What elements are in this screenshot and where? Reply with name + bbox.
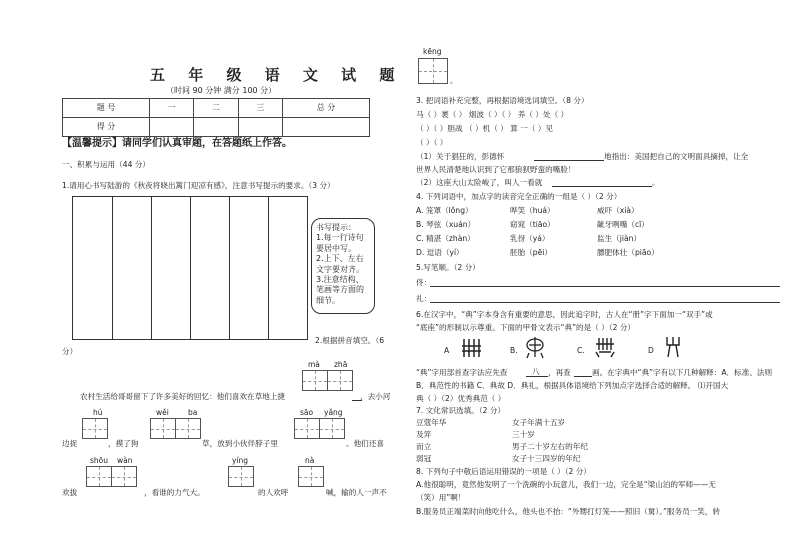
score-cell[interactable] — [149, 118, 193, 137]
exam-subtitle: （时间 90 分钟 满分 100 分） — [166, 86, 277, 95]
tianzige-box[interactable] — [150, 418, 176, 439]
tianzige-box[interactable] — [82, 418, 108, 439]
section-title: 一、积累与运用（44 分） — [62, 160, 151, 169]
q7-term: 豆蔻年华 — [416, 418, 447, 427]
score-cell[interactable] — [283, 118, 370, 137]
q4-option-d: D. 逗语（yí） — [416, 248, 464, 257]
pinyin-label: kēng — [423, 47, 442, 56]
q3-row: （ ）（ ）胆战 （ ）机（ ） 算 一（ ）见 — [416, 124, 554, 133]
passage-line-1: 农村生活给哥哥留下了许多美好的回忆：他们喜欢在草地上捷 — [80, 392, 286, 401]
q4-option-a3: 威吓（xià） — [597, 206, 639, 215]
writing-tips-box — [311, 218, 375, 314]
question-5: 5.写笔顺。（2 分） — [416, 263, 480, 272]
q6-option-label: B. — [510, 346, 518, 355]
question-2: 2.根据拼音填空。（6 — [315, 336, 385, 345]
passage-line-3b: ，看谁的力气大。 — [144, 488, 205, 497]
grid-line — [229, 197, 230, 339]
q4-option-d2: 胚胎（pēi） — [510, 248, 552, 257]
pinyin-label: shōu — [90, 456, 109, 465]
grid-line — [112, 197, 113, 339]
q5-char-b: 礼： — [416, 294, 432, 303]
grid-line — [268, 197, 269, 339]
oracle-glyph-b-icon — [524, 335, 546, 359]
question-6c-mid: ，再查 — [548, 368, 571, 377]
q3-sub2-end: 。 — [652, 178, 660, 187]
q6-radical: 八 — [532, 367, 540, 376]
score-table — [62, 98, 370, 137]
exam-title: 五 年 级 语 文 试 题 — [150, 66, 404, 84]
question-6e: 典（ ）（2）优秀典范（ ） — [416, 394, 506, 403]
question-6: 6.在汉字中，“典”字本身含有重要的意思，因此追字时，古人在“册”字下面加一“双手”或 — [416, 310, 713, 319]
oracle-glyph-d-icon — [663, 335, 683, 359]
tianzige-box[interactable] — [327, 370, 353, 391]
pinyin-label: zhā — [334, 360, 348, 369]
q3-row: 马（ ）裹（ ） 烟波（ ）（ ） 养（ ）处（ ） — [416, 110, 569, 119]
score-cell[interactable] — [194, 118, 238, 137]
passage-line-3c: 的人欢呼 — [258, 488, 289, 497]
q4-option-c: C. 精湛（zhàn） — [416, 234, 475, 243]
q5-char-a: 佟： — [416, 278, 432, 287]
score-header-cell: 二 — [194, 99, 238, 118]
passage-line-3d: 喊，输的人一声不 — [326, 488, 387, 497]
answer-blank[interactable] — [552, 186, 652, 187]
score-header-cell: 题 号 — [63, 99, 150, 118]
q7-meaning: 男子二十岁左右的年纪 — [512, 442, 588, 451]
score-header-cell: 总 分 — [283, 99, 370, 118]
q3-sub2: （2）这座大山太险峻了，叫人一看就 — [416, 178, 543, 187]
question-3: 3. 把词语补充完整，再根据语境选词填空。（8 分） — [416, 96, 589, 105]
q8-option-a-cont: （笑）用”啊！ — [416, 493, 466, 502]
question-6b: “底座”的形制以示尊重。下面的甲骨文表示“典”的是（ ）（2 分） — [416, 323, 636, 332]
passage-line-2c: 草，放到小伙伴脖子里 — [202, 439, 278, 448]
q8-option-a: A.他很聪明，竟然他发明了一个洗碗的小玩意儿，我们一边，完全是“梁山泊的军师——无 — [416, 480, 716, 489]
q7-term: 而立 — [416, 442, 432, 451]
tianzige-box[interactable] — [418, 58, 448, 84]
tianzige-box[interactable] — [228, 466, 254, 487]
tips-item: 1.每一行诗句要居中写。 — [316, 233, 364, 253]
score-cell[interactable] — [238, 118, 282, 137]
question-2-end: 分） — [62, 347, 78, 356]
tips-item: 3.注意结构、笔画等方面的细节。 — [316, 274, 364, 305]
grid-line — [190, 197, 191, 339]
tianzige-box[interactable] — [319, 418, 345, 439]
question-6c: “典”字用部首查字法应先查 — [416, 368, 508, 377]
pinyin-label: yíng — [232, 456, 249, 465]
tips-title: 书写提示： — [316, 223, 356, 232]
q3-sub1: （1）关于猖狂的，彭德怀 — [416, 152, 505, 161]
tianzige-box[interactable] — [302, 370, 328, 391]
pinyin-label: hú — [93, 408, 103, 417]
q3-row: （ ）（ ） — [416, 138, 448, 147]
tianzige-box[interactable] — [175, 418, 201, 439]
keng-end: 。 — [450, 76, 458, 85]
score-table-score-row — [63, 118, 370, 137]
answer-blank[interactable] — [430, 302, 780, 303]
question-1: 1.请用心书写陆游的《秋夜将晓出篱门迎凉有感》，注意书写提示的要求。（3 分） — [62, 181, 335, 190]
passage-line-2a: 边捉 — [62, 439, 78, 448]
q6-option-label: D — [648, 346, 654, 355]
q6-option-label: A — [444, 346, 450, 355]
question-6c-end: 画。在字典中“典”字有以下几种解释：A．标准、法则 — [592, 368, 773, 377]
warm-tip: 【温馨提示】请同学们认真审题，在答题纸上作答。 — [62, 138, 292, 149]
q4-option-c2: 乳伢（yá） — [510, 234, 550, 243]
pinyin-label: nà — [305, 456, 315, 465]
q4-option-b3: 龇牙咧嘴（cī） — [597, 220, 649, 229]
q7-meaning: 女子年满十五岁 — [512, 418, 566, 427]
question-7: 7. 文化常识选填。（2 分） — [416, 406, 506, 415]
tianzige-box[interactable] — [86, 466, 112, 487]
score-header-cell: 三 — [238, 99, 282, 118]
pinyin-label: sāo — [300, 408, 314, 417]
tianzige-box[interactable] — [294, 418, 320, 439]
poem-writing-grid[interactable] — [72, 196, 308, 340]
pinyin-label: wěi — [156, 408, 169, 417]
q4-option-a2: 哗笑（huá） — [510, 206, 555, 215]
passage-line-2d: 。他们还喜 — [346, 439, 384, 448]
q7-term: 及笄 — [416, 430, 432, 439]
q4-option-a: A. 笼罩（lǒng） — [416, 206, 473, 215]
answer-blank[interactable] — [534, 160, 604, 161]
question-8: 8. 下列句子中敬后语运用错误的一项是（ ）（2 分） — [416, 467, 591, 476]
grid-line — [151, 197, 152, 339]
oracle-glyph-c-icon — [593, 336, 617, 358]
q7-term: 弱冠 — [416, 454, 432, 463]
score-table-header-row — [63, 99, 370, 118]
passage-line-2b: ，摸了狗 — [108, 439, 139, 448]
score-header-cell: 一 — [149, 99, 193, 118]
score-row-label: 得 分 — [63, 118, 150, 137]
question-4: 4. 下列词语中，加点字的读音完全正确的一组是（ ）（2 分） — [416, 192, 622, 201]
q4-option-d3: 膘肥体壮（piāo） — [597, 248, 659, 257]
tips-item: 2.上下、左右文字要对齐。 — [316, 254, 364, 274]
q7-meaning: 三十岁 — [512, 430, 535, 439]
q4-option-c3: 监生（jiàn） — [597, 234, 642, 243]
q4-option-b2: 窈窕（tiāo） — [510, 220, 555, 229]
answer-blank[interactable] — [430, 286, 780, 287]
tianzige-box[interactable] — [111, 466, 137, 487]
q3-sub1b: 地指出：美国把自己的文明面具摘掉，让全 — [604, 152, 749, 161]
question-6d: B．典范性的书籍 C．典故 D．典礼，根据具体语境给下列加点字选择合适的解释。 ⑴开国大 — [416, 381, 729, 390]
pinyin-label: mà — [308, 360, 320, 369]
q7-meaning: 女子十三四岁的年纪 — [512, 454, 581, 463]
q4-option-b: B. 琴弦（xuán） — [416, 220, 476, 229]
oracle-glyph-a-icon — [460, 337, 482, 359]
tianzige-box[interactable] — [298, 466, 324, 487]
pinyin-label: wàn — [117, 456, 133, 465]
pinyin-label: yǎng — [324, 408, 343, 417]
passage-line-1-end: ，去小河 — [360, 392, 391, 401]
q3-sub1c: 世界人民清楚地认识到了它那狼狈野蛮的嘴脸！ — [416, 165, 576, 174]
answer-blank[interactable] — [574, 376, 592, 377]
q6-option-label: C. — [577, 346, 585, 355]
passage-line-3a: 欢拔 — [62, 488, 78, 497]
pinyin-label: ba — [188, 408, 198, 417]
q8-option-b: B.服务员正端菜时向他吃什么，他头也不抬：“外甥打灯笼——照旧（舅）。”服务员一笑，转 — [416, 507, 721, 516]
